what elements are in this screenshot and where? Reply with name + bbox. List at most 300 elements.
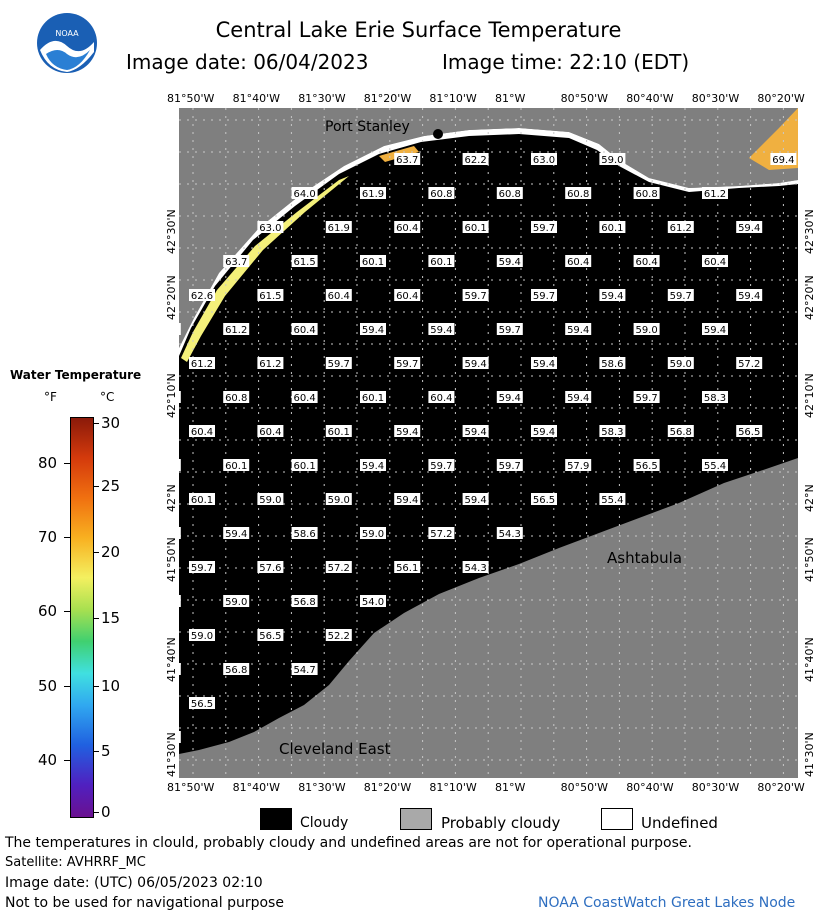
temp-label-bg [179,595,181,607]
lat-label-right: 41°50'N [803,537,816,582]
key-undefined-label: Undefined [641,814,718,832]
temp-value: 61.2 [703,189,727,200]
temp-label [179,663,181,676]
image-date: Image date: 06/04/2023 [126,50,369,74]
temp-value: 57.9 [567,461,590,472]
temp-label [497,391,523,404]
legend-unit-c: °C [100,390,115,404]
lat-label-right: 42°20'N [803,275,816,320]
temp-label [463,493,489,506]
temp-label [292,187,318,200]
fahrenheit-tick: 70 [38,528,58,546]
temp-value: 60.1 [190,495,214,506]
temp-label [599,289,625,302]
temp-value: 59.7 [532,291,556,302]
temp-value: 61.9 [327,223,350,234]
temp-value: 59.0 [225,597,248,608]
temp-label [702,187,728,200]
temp-label [394,493,420,506]
color-scale-bar [70,417,94,818]
fahrenheit-tick-mark [64,686,70,687]
temp-label [189,425,215,438]
temp-value: 59.0 [635,325,658,336]
temp-label [463,425,489,438]
temp-label [257,221,283,234]
lon-label-bottom: 80°40'W [626,781,674,794]
footer-credit: NOAA CoastWatch Great Lakes Node [538,895,796,911]
temp-label [394,357,420,370]
place-label-cleveland-east: Cleveland East [279,740,391,758]
temp-value: 63.7 [396,155,419,166]
temp-value: 56.5 [259,631,282,642]
key-cloudy-swatch [260,808,292,830]
temp-value: 59.7 [327,359,350,370]
temp-label [326,357,352,370]
temp-label [179,731,181,744]
temp-label [189,493,215,506]
temp-label [736,221,762,234]
temp-label [179,527,181,540]
temp-value: 60.4 [430,393,453,404]
temp-value: 59.4 [738,291,761,302]
temp-value: 62.6 [190,291,214,302]
temp-label [497,187,523,200]
lon-label-top: 81°W [495,92,526,105]
temp-label [189,629,215,642]
temp-label [497,527,523,540]
temp-label [223,255,249,268]
temp-label [326,221,352,234]
temp-label [428,391,454,404]
temp-label [360,595,386,608]
temp-value: 56.5 [532,495,556,506]
temp-label [257,493,283,506]
temp-label [463,561,489,574]
temp-label [428,459,454,472]
temp-label [428,527,454,540]
temp-value: 59.0 [327,495,350,506]
temp-value: 59.7 [498,325,521,336]
fahrenheit-tick-mark [64,463,70,464]
temp-label [668,357,694,370]
temp-label [770,153,796,166]
temp-label [599,153,625,166]
fahrenheit-tick-mark [64,760,70,761]
temp-label [326,629,352,642]
temp-value: 56.8 [225,665,248,676]
temp-value: 60.8 [430,189,453,200]
temp-value: 62.2 [464,155,487,166]
lon-label-bottom: 81°10'W [429,781,477,794]
key-probably-cloudy-label: Probably cloudy [441,814,561,832]
temp-value: 59.0 [601,155,624,166]
temp-value: 59.4 [430,325,453,336]
temp-value: 59.7 [635,393,658,404]
temp-label [463,289,489,302]
celsius-tick: 25 [101,477,121,495]
celsius-tick: 10 [101,677,121,695]
temp-label-bg [179,459,181,471]
temp-value: 54.3 [498,529,521,540]
temp-label [292,255,318,268]
temp-value: 63.7 [225,257,248,268]
temp-label [634,391,660,404]
temp-value: 60.4 [703,257,727,268]
fahrenheit-tick: 60 [38,602,58,620]
temp-value: 57.2 [327,563,350,574]
temp-label [668,221,694,234]
place-label-port-stanley: Port Stanley [325,119,410,135]
temp-value: 69.4 [772,155,795,166]
lon-label-bottom: 81°20'W [363,781,412,794]
temp-label-bg [179,731,181,743]
temp-label [428,187,454,200]
temp-value: 60.4 [396,291,419,302]
port-stanley-marker [433,129,443,139]
lat-label-right: 42°10'N [803,373,816,418]
lon-label-bottom: 80°30'W [691,781,740,794]
temp-label [634,323,660,336]
temp-label [531,289,557,302]
temp-value: 59.4 [498,393,521,404]
footer-disclaimer: The temperatures in clould, probably cloudy and undefined areas are not for operational purpose. [5,835,692,851]
temp-value: 60.8 [635,189,658,200]
temp-label [394,289,420,302]
temp-value: 59.4 [532,427,556,438]
temp-value: 57.2 [430,529,453,540]
temp-label [360,527,386,540]
celsius-tick: 30 [101,414,121,432]
temp-value: 61.2 [190,359,214,370]
temp-value: 60.4 [259,427,282,438]
temp-label [565,255,591,268]
temp-value: 54.3 [464,563,487,574]
temp-value: 60.4 [293,325,316,336]
temp-label [497,323,523,336]
temp-label-bg [179,391,181,403]
temp-label [292,323,318,336]
temp-value: 58.6 [293,529,316,540]
temp-value: 59.4 [567,393,590,404]
temp-label [531,425,557,438]
temp-value: 59.0 [259,495,282,506]
temp-value: 56.8 [293,597,316,608]
footer-utc-date: Image date: (UTC) 06/05/2023 02:10 [5,875,263,891]
temp-value: 61.2 [225,325,248,336]
temp-label [497,459,523,472]
temp-value: 59.7 [532,223,556,234]
temp-label [565,459,591,472]
temp-label [463,221,489,234]
temp-value: 63.0 [532,155,556,166]
temp-label [189,357,215,370]
temp-label-bg [179,323,181,335]
celsius-tick-mark [93,812,99,813]
temp-label [189,561,215,574]
temp-value: 57.6 [259,563,282,574]
temp-value: 56.5 [738,427,761,438]
temp-label [292,595,318,608]
temp-label [463,357,489,370]
temp-value: 59.0 [190,631,214,642]
lon-label-top: 81°20'W [363,92,412,105]
map-title: Central Lake Erie Surface Temperature [215,18,622,42]
temp-value: 55.4 [703,461,727,472]
lon-label-top: 80°30'W [691,92,740,105]
temp-label [292,663,318,676]
lat-label-right: 42°N [803,484,816,512]
temp-label [668,425,694,438]
celsius-tick-mark [93,423,99,424]
temp-value: 60.1 [361,257,385,268]
temp-label [257,425,283,438]
celsius-tick: 5 [101,742,111,760]
temp-label [179,391,181,404]
fahrenheit-tick-mark [64,537,70,538]
temp-value: 64.0 [293,189,316,200]
lat-label-left: 42°30'N [165,209,178,254]
temp-value: 59.4 [498,257,521,268]
temp-label [179,323,181,336]
temp-value: 60.8 [567,189,590,200]
key-undefined-swatch [601,808,633,830]
temp-label [702,391,728,404]
temp-label [257,629,283,642]
fahrenheit-tick: 40 [38,751,58,769]
celsius-tick-mark [93,686,99,687]
temp-value: 54.7 [293,665,316,676]
temp-label [531,493,557,506]
temp-label [326,289,352,302]
temp-label [360,391,386,404]
temp-value: 59.4 [225,529,248,540]
temp-label [634,459,660,472]
temp-label [223,391,249,404]
lon-label-top: 81°30'W [298,92,346,105]
celsius-tick-mark [93,751,99,752]
temp-value: 59.4 [567,325,590,336]
image-time: Image time: 22:10 (EDT) [442,50,690,74]
temp-value: 59.7 [669,291,692,302]
lat-label-left: 42°N [165,484,178,512]
temp-value: 59.7 [464,291,487,302]
temp-value: 52.2 [327,631,350,642]
temp-value: 59.4 [532,359,556,370]
lat-label-right: 42°30'N [803,209,816,254]
temperature-map [179,108,798,778]
temp-value: 61.5 [293,257,316,268]
place-label-ashtabula: Ashtabula [607,549,683,567]
temp-value: 54.0 [361,597,385,608]
temp-label [736,289,762,302]
temp-value: 55.4 [601,495,624,506]
temp-value: 59.7 [396,359,419,370]
celsius-tick: 15 [101,609,121,627]
temp-label [223,323,249,336]
temp-label [257,561,283,574]
temp-label [599,493,625,506]
celsius-tick-mark [93,486,99,487]
lon-label-top: 81°50'W [167,92,215,105]
temp-label [463,153,489,166]
legend-unit-f: °F [44,390,57,404]
fahrenheit-tick-mark [64,611,70,612]
temp-label [292,527,318,540]
temp-value: 60.1 [293,461,316,472]
temp-label [223,527,249,540]
temp-label [223,663,249,676]
temp-value: 60.1 [601,223,624,234]
lon-label-top: 80°40'W [626,92,674,105]
temp-value: 60.1 [327,427,350,438]
temp-value: 60.4 [190,427,214,438]
temp-value: 61.9 [361,189,385,200]
temp-value: 60.4 [327,291,350,302]
temp-value: 60.4 [293,393,316,404]
temp-label [736,357,762,370]
temp-value: 59.4 [396,495,419,506]
temp-value: 59.7 [430,461,453,472]
temp-label [179,459,181,472]
temp-label [179,595,181,608]
temp-value: 57.2 [738,359,761,370]
temp-label [702,459,728,472]
temp-label [223,459,249,472]
temp-label [257,289,283,302]
temp-label [668,289,694,302]
temp-value: 60.1 [361,393,385,404]
celsius-tick: 0 [101,803,111,821]
lon-label-top: 80°20'W [757,92,805,105]
temp-label [702,255,728,268]
temp-value: 60.8 [498,189,521,200]
lon-label-bottom: 81°W [495,781,526,794]
temp-value: 56.8 [669,427,692,438]
temp-value: 58.3 [601,427,624,438]
temp-value: 61.2 [669,223,692,234]
temp-label [326,493,352,506]
lon-label-bottom: 80°20'W [757,781,805,794]
temp-label [702,323,728,336]
temp-label [223,595,249,608]
fahrenheit-tick: 50 [38,677,58,695]
temp-label [360,187,386,200]
celsius-tick: 20 [101,543,121,561]
lat-label-left: 41°40'N [165,637,178,682]
temp-label [599,221,625,234]
lat-label-left: 41°30'N [165,732,178,777]
temp-value: 58.6 [601,359,624,370]
temp-value: 59.4 [361,325,385,336]
temp-value: 60.4 [567,257,590,268]
temp-value: 59.4 [396,427,419,438]
lat-label-left: 42°10'N [165,373,178,418]
temp-value: 59.7 [498,461,521,472]
lon-label-bottom: 80°50'W [560,781,608,794]
footer-nav-warning: Not to be used for navigational purpose [5,895,284,911]
lon-label-top: 81°40'W [232,92,280,105]
temp-label [428,255,454,268]
lat-label-left: 42°20'N [165,275,178,320]
temp-label [394,221,420,234]
temp-label [565,391,591,404]
temp-label [326,425,352,438]
temp-value: 59.4 [464,359,487,370]
temp-label [599,425,625,438]
temp-label [531,153,557,166]
temp-value: 61.2 [259,359,282,370]
temp-value: 60.1 [225,461,248,472]
temp-value: 60.4 [635,257,658,268]
celsius-tick-mark [93,618,99,619]
temp-value: 59.0 [361,529,385,540]
lon-label-bottom: 81°50'W [167,781,215,794]
celsius-tick-mark [93,552,99,553]
key-probably-cloudy-swatch [400,808,432,830]
lon-label-top: 80°50'W [560,92,608,105]
temp-label [394,153,420,166]
temp-value: 59.4 [464,427,487,438]
temp-value: 59.4 [361,461,385,472]
fahrenheit-tick: 80 [38,454,58,472]
temp-label [428,323,454,336]
temp-label [326,561,352,574]
temp-label-bg [179,527,181,539]
lon-label-bottom: 81°40'W [232,781,280,794]
temp-value: 59.4 [738,223,761,234]
svg-text:NOAA: NOAA [55,29,79,38]
legend-title: Water Temperature [10,368,142,382]
temp-value: 59.4 [464,495,487,506]
temp-label-bg [179,663,181,675]
temp-value: 60.4 [396,223,419,234]
temp-value: 59.7 [190,563,214,574]
temp-label [531,357,557,370]
temp-label [531,221,557,234]
temp-value: 59.0 [669,359,692,370]
lon-label-top: 81°10'W [429,92,477,105]
key-cloudy-label: Cloudy [300,815,349,831]
temp-label [292,391,318,404]
temp-value: 61.5 [259,291,282,302]
footer-satellite: Satellite: AVHRRF_MC [5,855,146,870]
temp-value: 56.1 [396,563,419,574]
temp-value: 56.5 [635,461,658,472]
temp-label [360,323,386,336]
temp-label [497,255,523,268]
temp-label [394,561,420,574]
temp-value: 59.4 [601,291,624,302]
temp-value: 60.8 [225,393,248,404]
lon-label-bottom: 81°30'W [298,781,346,794]
temp-value: 58.3 [703,393,727,404]
temp-label [565,323,591,336]
temp-label [565,187,591,200]
temp-label [189,697,215,710]
temp-label [634,255,660,268]
lat-label-right: 41°40'N [803,637,816,682]
temp-label [599,357,625,370]
temp-value: 60.1 [430,257,453,268]
temp-label [394,425,420,438]
temp-label [257,357,283,370]
temp-value: 59.4 [703,325,727,336]
temp-value: 63.0 [259,223,282,234]
temp-label [292,459,318,472]
temp-label [360,459,386,472]
temp-label [189,289,215,302]
lat-label-right: 41°30'N [803,732,816,777]
